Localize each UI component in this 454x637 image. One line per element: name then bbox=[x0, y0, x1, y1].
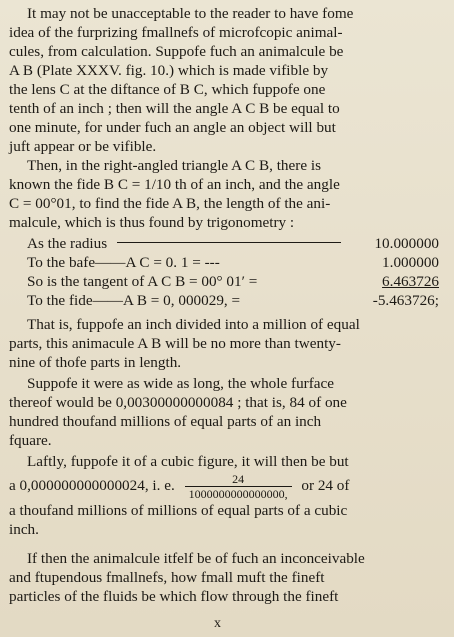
text-line: Laftly, fuppofe it of a cubic figure, it will then be but bbox=[27, 453, 349, 470]
calc-row-radius bbox=[9, 234, 439, 253]
calc-value: 6.463726 bbox=[382, 273, 439, 290]
calc-label: As the radius bbox=[27, 235, 108, 252]
text-line: juft appear or be vifible. bbox=[9, 138, 157, 155]
text-line: inch. bbox=[9, 521, 39, 539]
calc-row-tangent bbox=[9, 272, 439, 291]
paragraph-2 bbox=[9, 156, 445, 232]
calc-value: 10.000000 bbox=[374, 235, 439, 252]
paragraph-1 bbox=[9, 4, 445, 156]
fraction-denominator: 1000000000000000, bbox=[188, 487, 288, 502]
text-line: idea of the furprizing fmallnefs of microfcopic animal- bbox=[9, 24, 343, 41]
text-line: A B (Plate XXXV. fig. 10.) which is made vifible by bbox=[9, 62, 329, 79]
text-line: a thoufand millions of millions of equal parts of a cubic bbox=[9, 502, 348, 520]
paragraph-4 bbox=[9, 374, 445, 450]
text-line: thereof would be 0,00300000000084 ; that is, 84 of one bbox=[9, 394, 347, 411]
text-line: malcule, which is thus found by trigonometry : bbox=[9, 214, 295, 231]
text-line: and ftupendous fmallnefs, how fmall muft the fineft bbox=[9, 569, 325, 587]
text-line: cules, from calculation. Suppofe fuch an animalcule be bbox=[9, 43, 344, 60]
paragraph-3 bbox=[9, 315, 445, 372]
calc-value: -5.463726; bbox=[372, 292, 439, 309]
calc-label: To the fide——A B = 0, 000029, = bbox=[27, 292, 241, 309]
text-line: C = 00°01, to find the fide A B, the length of the ani- bbox=[9, 195, 331, 212]
page-text bbox=[9, 4, 445, 606]
calc-value: 1.000000 bbox=[382, 254, 439, 271]
calc-label: To the bafe——A C = 0. 1 = --- bbox=[27, 254, 220, 271]
calc-label: So is the tangent of A C B = 00° 01′ = bbox=[27, 273, 258, 290]
trigonometry-calculation bbox=[9, 234, 445, 310]
text-line: hundred thoufand millions of equal parts of an inch bbox=[9, 413, 322, 430]
text-line: tenth of an inch ; then will the angle A C B be equal to bbox=[9, 100, 340, 117]
fraction-prefix: a 0,000000000000024, i. e. bbox=[9, 477, 175, 494]
paragraph-6 bbox=[9, 549, 445, 606]
text-line: Suppofe it were as wide as long, the whole furface bbox=[27, 375, 335, 392]
fraction-line bbox=[9, 471, 445, 501]
page-folio-mark: x bbox=[214, 616, 221, 631]
leader-rule bbox=[117, 242, 341, 243]
text-line: nine of thofe parts in length. bbox=[9, 354, 182, 371]
paragraph-5 bbox=[9, 452, 445, 539]
text-line: That is, fuppofe an inch divided into a million of equal bbox=[27, 316, 360, 333]
text-line: parts, this animacule A B will be no more than twenty- bbox=[9, 335, 341, 352]
text-line: one minute, for under fuch an angle an object will but bbox=[9, 119, 336, 136]
text-line: If then the animalcule itfelf be of fuch an inconceivable bbox=[27, 550, 365, 568]
text-line: particles of the fluids be which flow through the fineft bbox=[9, 588, 339, 606]
text-line: Then, in the right-angled triangle A C B, there is bbox=[27, 157, 321, 174]
text-line: fquare. bbox=[9, 432, 52, 449]
calc-row-side bbox=[9, 291, 439, 310]
calc-row-base bbox=[9, 253, 439, 272]
text-line: the lens C at the diftance of B C, which fuppofe one bbox=[9, 81, 326, 98]
text-line: known the fide B C = 1/10 th of an inch, and the angle bbox=[9, 176, 340, 193]
text-line: It may not be unacceptable to the reader to have fome bbox=[27, 5, 354, 22]
fraction bbox=[185, 472, 292, 501]
fraction-numerator: 24 bbox=[185, 472, 292, 487]
fraction-suffix: or 24 of bbox=[301, 477, 350, 494]
